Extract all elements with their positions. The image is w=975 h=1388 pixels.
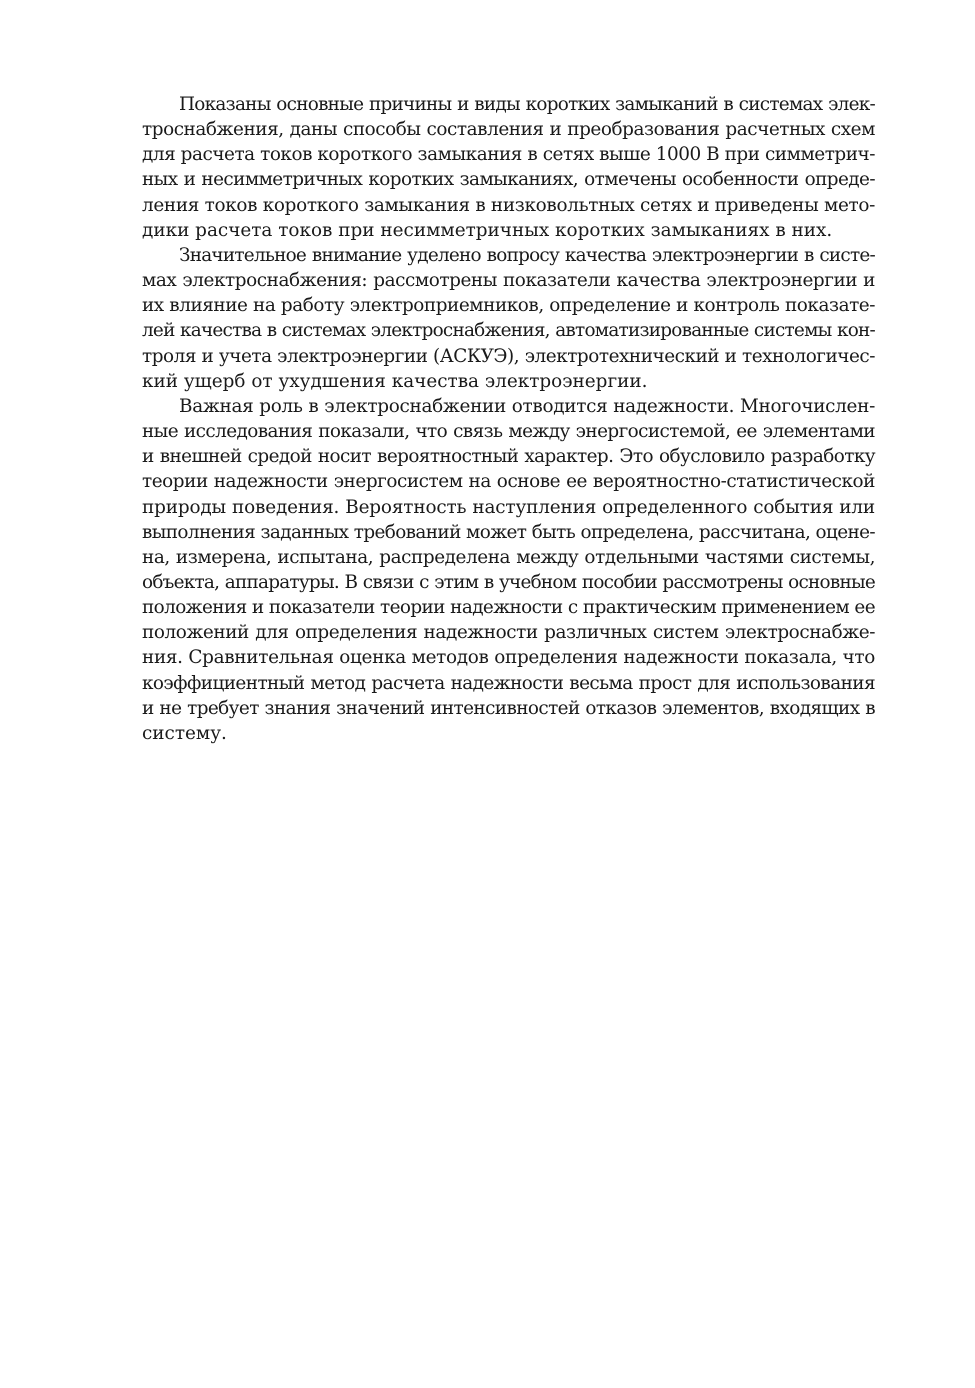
- text-line: выполнения заданных требований может быть определена, рассчитана, оцене-: [142, 521, 875, 543]
- text-line: положения и показатели теории надежности с практическим применением ее: [142, 597, 875, 619]
- text-line: для расчета токов короткого замыкания в сетях выше 1000 В при симметрич-: [142, 144, 875, 166]
- text-line: Важная роль в электроснабжении отводится надежности. Многочислен-: [179, 395, 875, 417]
- text-line: на, измерена, испытана, распределена между отдельными частями системы,: [142, 546, 875, 568]
- text-line: объекта, аппаратуры. В связи с этим в учебном пособии рассмотрены основные: [142, 571, 875, 593]
- text-line: их влияние на работу электроприемников, определение и контроль показате-: [142, 295, 875, 317]
- text-body: [105, 92, 875, 746]
- text-line: кий ущерб от ухудшения качества электроэнергии.: [142, 370, 648, 392]
- text-line: троля и учета электроэнергии (АСКУЭ), электротехнический и технологичес-: [142, 345, 875, 367]
- text-line: ния. Сравнительная оценка методов определения надежности показала, что: [142, 647, 875, 669]
- text-line: теории надежности энергосистем на основе ее вероятностно-статистической: [142, 471, 875, 493]
- paragraph-reliability: [105, 394, 875, 746]
- text-line: ные исследования показали, что связь между энергосистемой, ее элементами: [142, 421, 875, 443]
- text-line: систему.: [142, 722, 227, 744]
- text-line: и внешней средой носит вероятностный характер. Это обусловило разработку: [142, 446, 875, 468]
- text-line: Значительное внимание уделено вопросу качества электроэнергии в систе-: [179, 244, 875, 266]
- text-line: дики расчета токов при несимметричных коротких замыканиях в них.: [142, 219, 833, 241]
- text-line: мах электроснабжения: рассмотрены показатели качества электроэнергии и: [142, 270, 875, 292]
- text-line: коэффициентный метод расчета надежности весьма прост для использования: [142, 672, 875, 694]
- text-line: положений для определения надежности различных систем электроснабже-: [142, 622, 875, 644]
- paragraph-power-quality: [105, 243, 875, 394]
- text-line: ления токов короткого замыкания в низковольтных сетях и приведены мето-: [142, 194, 876, 216]
- text-line: и не требует знания значений интенсивностей отказов элементов, входящих в: [142, 697, 875, 719]
- text-line: троснабжения, даны способы составления и преобразования расчетных схем: [142, 119, 875, 141]
- text-line: лей качества в системах электроснабжения, автоматизированные системы кон-: [142, 320, 875, 342]
- text-line: ных и несимметричных коротких замыканиях, отмечены особенности опреде-: [142, 169, 875, 191]
- paragraph-short-circuits: [105, 92, 875, 243]
- text-line: природы поведения. Вероятность наступления определенного события или: [142, 496, 875, 518]
- text-line: Показаны основные причины и виды коротких замыканий в системах элек-: [179, 94, 875, 115]
